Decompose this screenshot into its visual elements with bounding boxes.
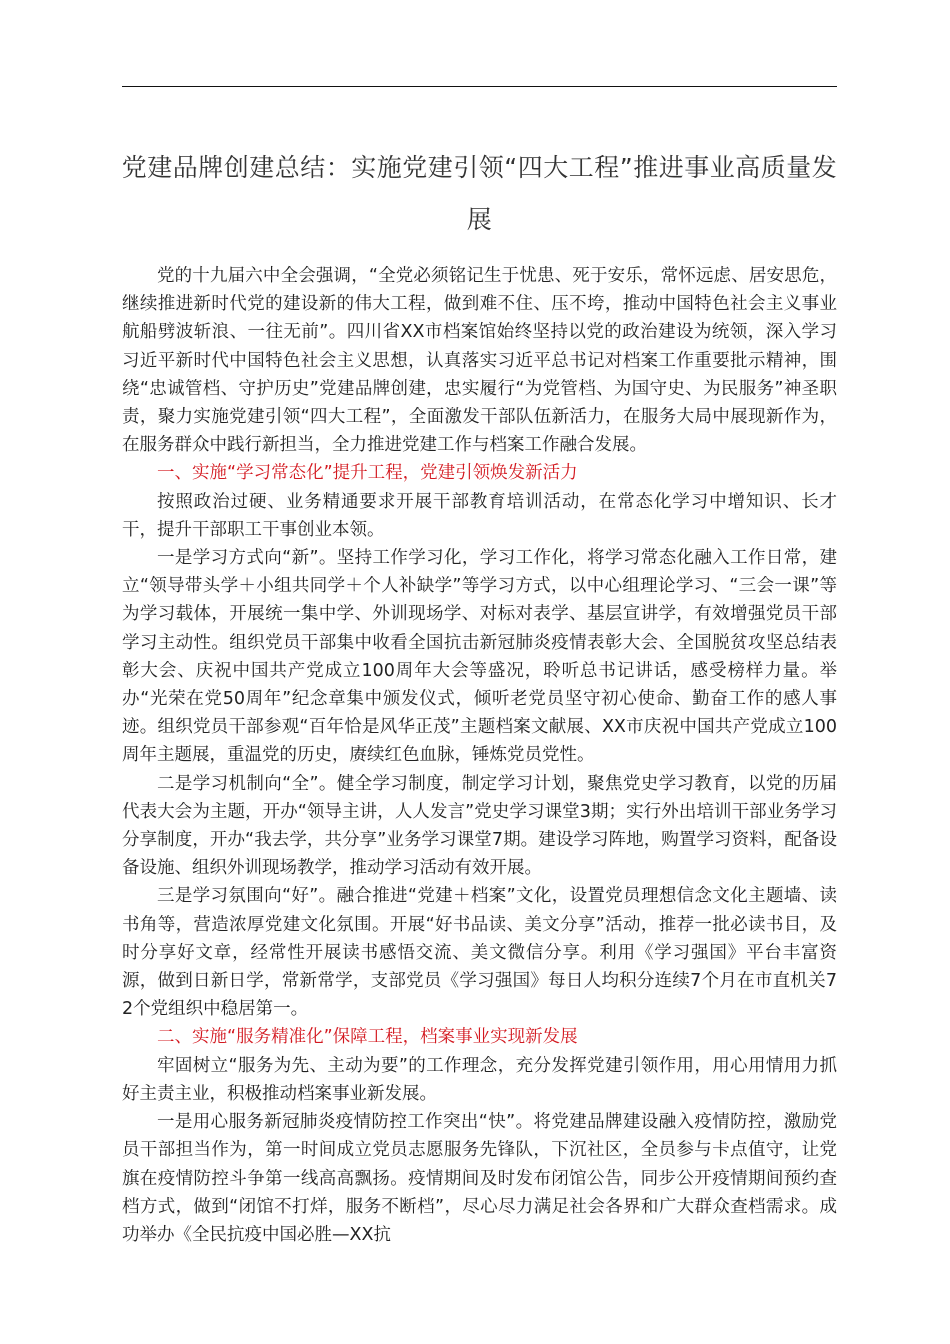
header-rule — [122, 86, 837, 87]
section-heading-1: 一、实施“学习常态化”提升工程，党建引领焕发新活力 — [157, 463, 578, 484]
section-2-intro: 牢固树立“服务为先、主动为要”的工作理念，充分发挥党建引领作用，用心用情用力抓好主责主业，积极推动档案事业新发展。 — [122, 1055, 837, 1104]
section-2-point-1: 一是用心服务新冠肺炎疫情防控工作突出“快”。将党建品牌建设融入疫情防控，激励党员干部担当作为，第一时间成立党员志愿服务先锋队，下沉社区，全员参与卡点值守，让党旗在疫情防控斗争第一线高高飘扬。疫情期间及时发布闭馆公告，同步公开疫情期间预约查档方式，做到“闭馆不打烊，服务不断档”，尽心尽力满足社会各界和广大群众查档需求。成功举办《全民抗疫中国必胜—XX抗 — [122, 1112, 837, 1245]
document-body — [122, 262, 837, 1249]
document-title: 党建品牌创建总结：实施党建引领“四大工程”推进事业高质量发展 — [121, 153, 838, 234]
section-1-point-1: 一是学习方式向“新”。坚持工作学习化，学习工作化，将学习常态化融入工作日常，建立“领导带头学＋小组共同学＋个人补缺学”等学习方式，以中心组理论学习、“三会一课”等为学习载体，开展统一集中学、外训现场学、对标对表学、基层宣讲学，有效增强党员干部学习主动性。组织党员干部集中收看全国抗击新冠肺炎疫情表彰大会、全国脱贫攻坚总结表彰大会、庆祝中国共产党成立100周年大会等盛况，聆听总书记讲话，感受榜样力量。举办“光荣在党50周年”纪念章集中颁发仪式，倾听老党员坚守初心使命、勤奋工作的感人事迹。组织党员干部参观“百年恰是风华正茂”主题档案文献展、XX市庆祝中国共产党成立100周年主题展，重温党的历史，赓续红色血脉，锤炼党员党性。 — [122, 548, 837, 766]
intro-paragraph: 党的十九届六中全会强调，“全党必须铭记生于忧患、死于安乐，常怀远虑、居安思危，继续推进新时代党的建设新的伟大工程，做到难不住、压不垮，推动中国特色社会主义事业航船劈波斩浪、一往无前”。四川省XX市档案馆始终坚持以党的政治建设为统领，深入学习习近平新时代中国特色社会主义思想，认真落实习近平总书记对档案工作重要批示精神，围绕“忠诚管档、守护历史”党建品牌创建，忠实履行“为党管档、为国守史、为民服务”神圣职责，聚力实施党建引领“四大工程”，全面激发干部队伍新活力，在服务大局中展现新作为，在服务群众中践行新担当，全力推进党建工作与档案工作融合发展。 — [122, 266, 837, 456]
section-1-point-2: 二是学习机制向“全”。健全学习制度，制定学习计划，聚焦党史学习教育，以党的历届代表大会为主题，开办“领导主讲，人人发言”党史学习课堂3期；实行外出培训干部业务学习分享制度，开办“我去学，共分享”业务学习课堂7期。建设学习阵地，购置学习资料，配备设备设施、组织外训现场教学，推动学习活动有效开展。 — [122, 773, 837, 879]
section-1-point-3: 三是学习氛围向“好”。融合推进“党建＋档案”文化，设置党员理想信念文化主题墙、读书角等，营造浓厚党建文化氛围。开展“好书品读、美文分享”活动，推荐一批必读书目，及时分享好文章，经常性开展读书感悟交流、美文微信分享。利用《学习强国》平台丰富资源，做到日新日学，常新常学，支部党员《学习强国》每日人均积分连续7个月在市直机关72个党组织中稳居第一。 — [122, 886, 837, 1020]
section-heading-2: 二、实施“服务精准化”保障工程，档案事业实现新发展 — [157, 1027, 578, 1048]
section-1-intro: 按照政治过硬、业务精通要求开展干部教育培训活动，在常态化学习中增知识、长才干，提升干部职工干事创业本领。 — [122, 491, 837, 540]
